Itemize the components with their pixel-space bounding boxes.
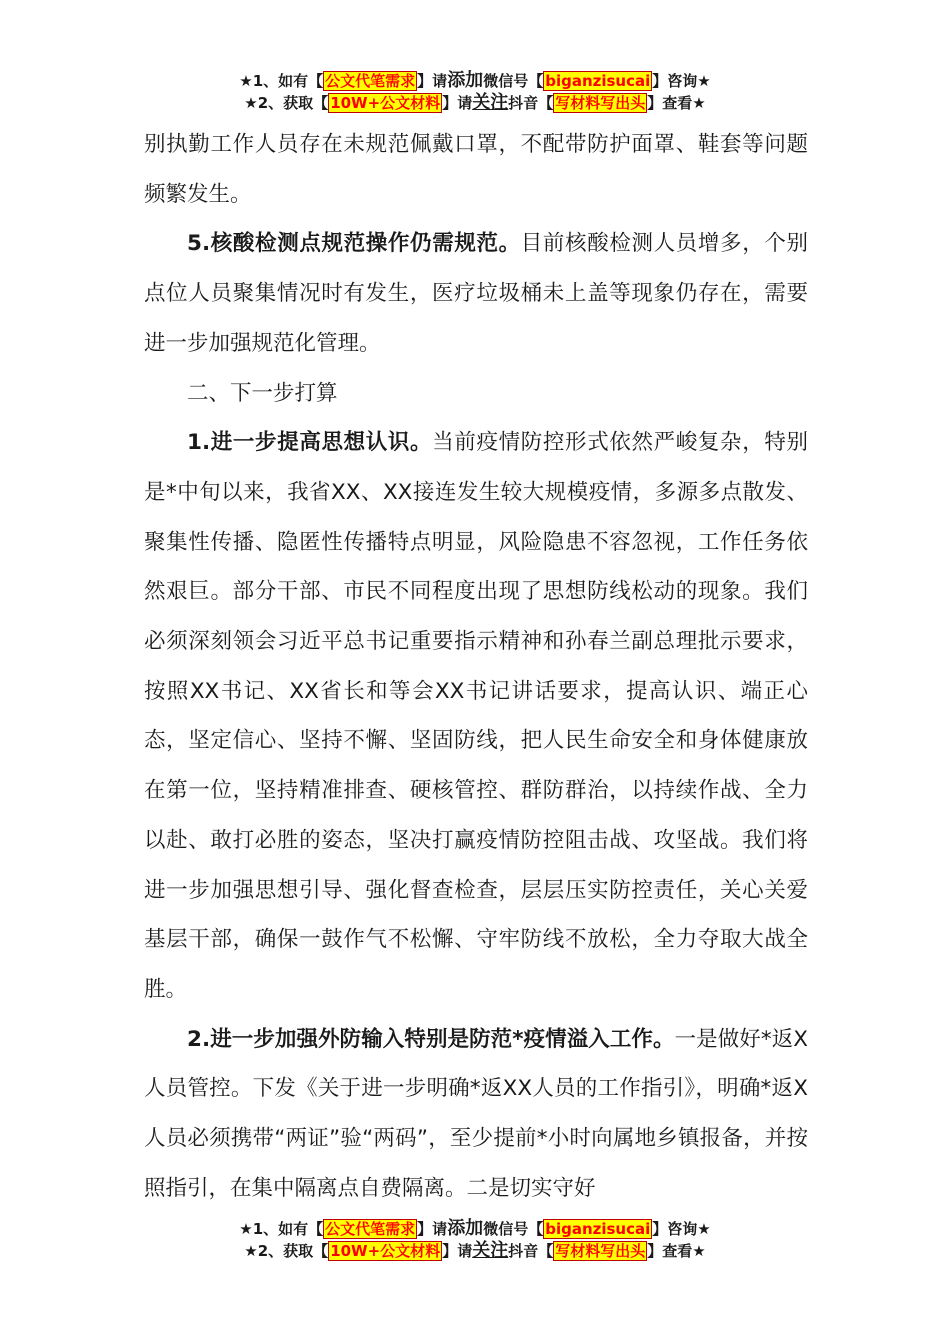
- promo-highlight: 10W+公文材料: [330, 94, 441, 112]
- promo-text: ★1、如有【: [239, 72, 324, 90]
- promo-text: 】查看★: [647, 94, 706, 112]
- promo-emphasis: 添加: [447, 70, 484, 91]
- item-body: 一是做好*返X人员管控。下发《关于进一步明确*返XX人员的工作指引》，明确*返X人员必须携带“两证”验“两码”，至少提前*小时向属地乡镇报备，并按照指引，在集中隔离点自费隔离。二是切实守好: [144, 1026, 809, 1201]
- promo-text: ★2、获取【: [244, 1242, 329, 1260]
- item-lead: 1.进一步提高思想认识。: [187, 430, 433, 456]
- promo-emphasis: 关注: [472, 1240, 509, 1261]
- paragraph-item-2: [144, 1015, 808, 1214]
- promo-text: 】请: [442, 1242, 473, 1260]
- paragraph-continued: 别执勤工作人员存在未规范佩戴口罩，不配带防护面罩、鞋套等问题频繁发生。: [144, 132, 808, 207]
- item-lead: 2.进一步加强外防输入特别是防范*疫情溢入工作。: [187, 1026, 675, 1052]
- promo-banner-bottom: [0, 1218, 950, 1262]
- promo-text: 】请: [442, 94, 473, 112]
- promo-line-1: [0, 70, 950, 92]
- promo-highlight: biganzisucai: [545, 1220, 651, 1238]
- item-body: 目前核酸检测人员增多，个别点位人员聚集情况时有发生，医疗垃圾桶未上盖等现象仍存在，需要进一步加强规范化管理。: [144, 231, 808, 356]
- promo-text: 】咨询★: [652, 72, 711, 90]
- paragraph-item-1: [144, 418, 808, 1014]
- promo-text: 抖音【: [508, 1242, 554, 1260]
- promo-emphasis: 添加: [447, 1218, 484, 1239]
- promo-emphasis: 关注: [472, 92, 509, 113]
- promo-text: 抖音【: [508, 94, 554, 112]
- promo-text: 】查看★: [647, 1242, 706, 1260]
- promo-text: 微信号【: [483, 1220, 544, 1238]
- promo-line-2: [0, 92, 950, 114]
- promo-text: 微信号【: [483, 72, 544, 90]
- promo-highlight: 写材料写出头: [555, 94, 646, 112]
- promo-line-1: [0, 1218, 950, 1240]
- paragraph-item-5: [144, 219, 808, 368]
- promo-highlight: 写材料写出头: [555, 1242, 646, 1260]
- promo-text: 】咨询★: [652, 1220, 711, 1238]
- promo-text: 】请: [417, 1220, 448, 1238]
- section-heading: 二、下一步打算: [187, 380, 338, 406]
- promo-highlight: biganzisucai: [545, 72, 651, 90]
- promo-text: 】请: [417, 72, 448, 90]
- promo-text: ★2、获取【: [244, 94, 329, 112]
- promo-text: ★1、如有【: [239, 1220, 324, 1238]
- promo-line-2: [0, 1240, 950, 1262]
- promo-highlight: 公文代笔需求: [325, 72, 416, 90]
- document-body: [144, 120, 808, 1213]
- item-lead: 5.核酸检测点规范操作仍需规范。: [187, 231, 521, 257]
- promo-highlight: 公文代笔需求: [325, 1220, 416, 1238]
- item-body: 当前疫情防控形式依然严峻复杂，特别是*中旬以来，我省XX、XX接连发生较大规模疫情，多源多点散发、聚集性传播、隐匿性传播特点明显，风险隐患不容忽视，工作任务依然艰巨。部分干部、市民不同程度出现了思想防线松动的现象。我们必须深刻领会习近平总书记重要指示精神和孙春兰副总理批示要求，按照XX书记、XX省长和等会XX书记讲话要求，提高认识、端正心态，坚定信心、坚持不懈、坚固防线，把人民生命安全和身体健康放在第一位，坚持精准排查、硬核管控、群防群治，以持续作战、全力以赴、敢打必胜的姿态，坚决打赢疫情防控阻击战、攻坚战。我们将进一步加强思想引导、强化督查检查，层层压实防控责任，关心关爱基层干部，确保一鼓作气不松懈、守牢防线不放松，全力夺取大战全胜。: [144, 430, 808, 1002]
- promo-banner-top: [0, 70, 950, 114]
- promo-highlight: 10W+公文材料: [330, 1242, 441, 1260]
